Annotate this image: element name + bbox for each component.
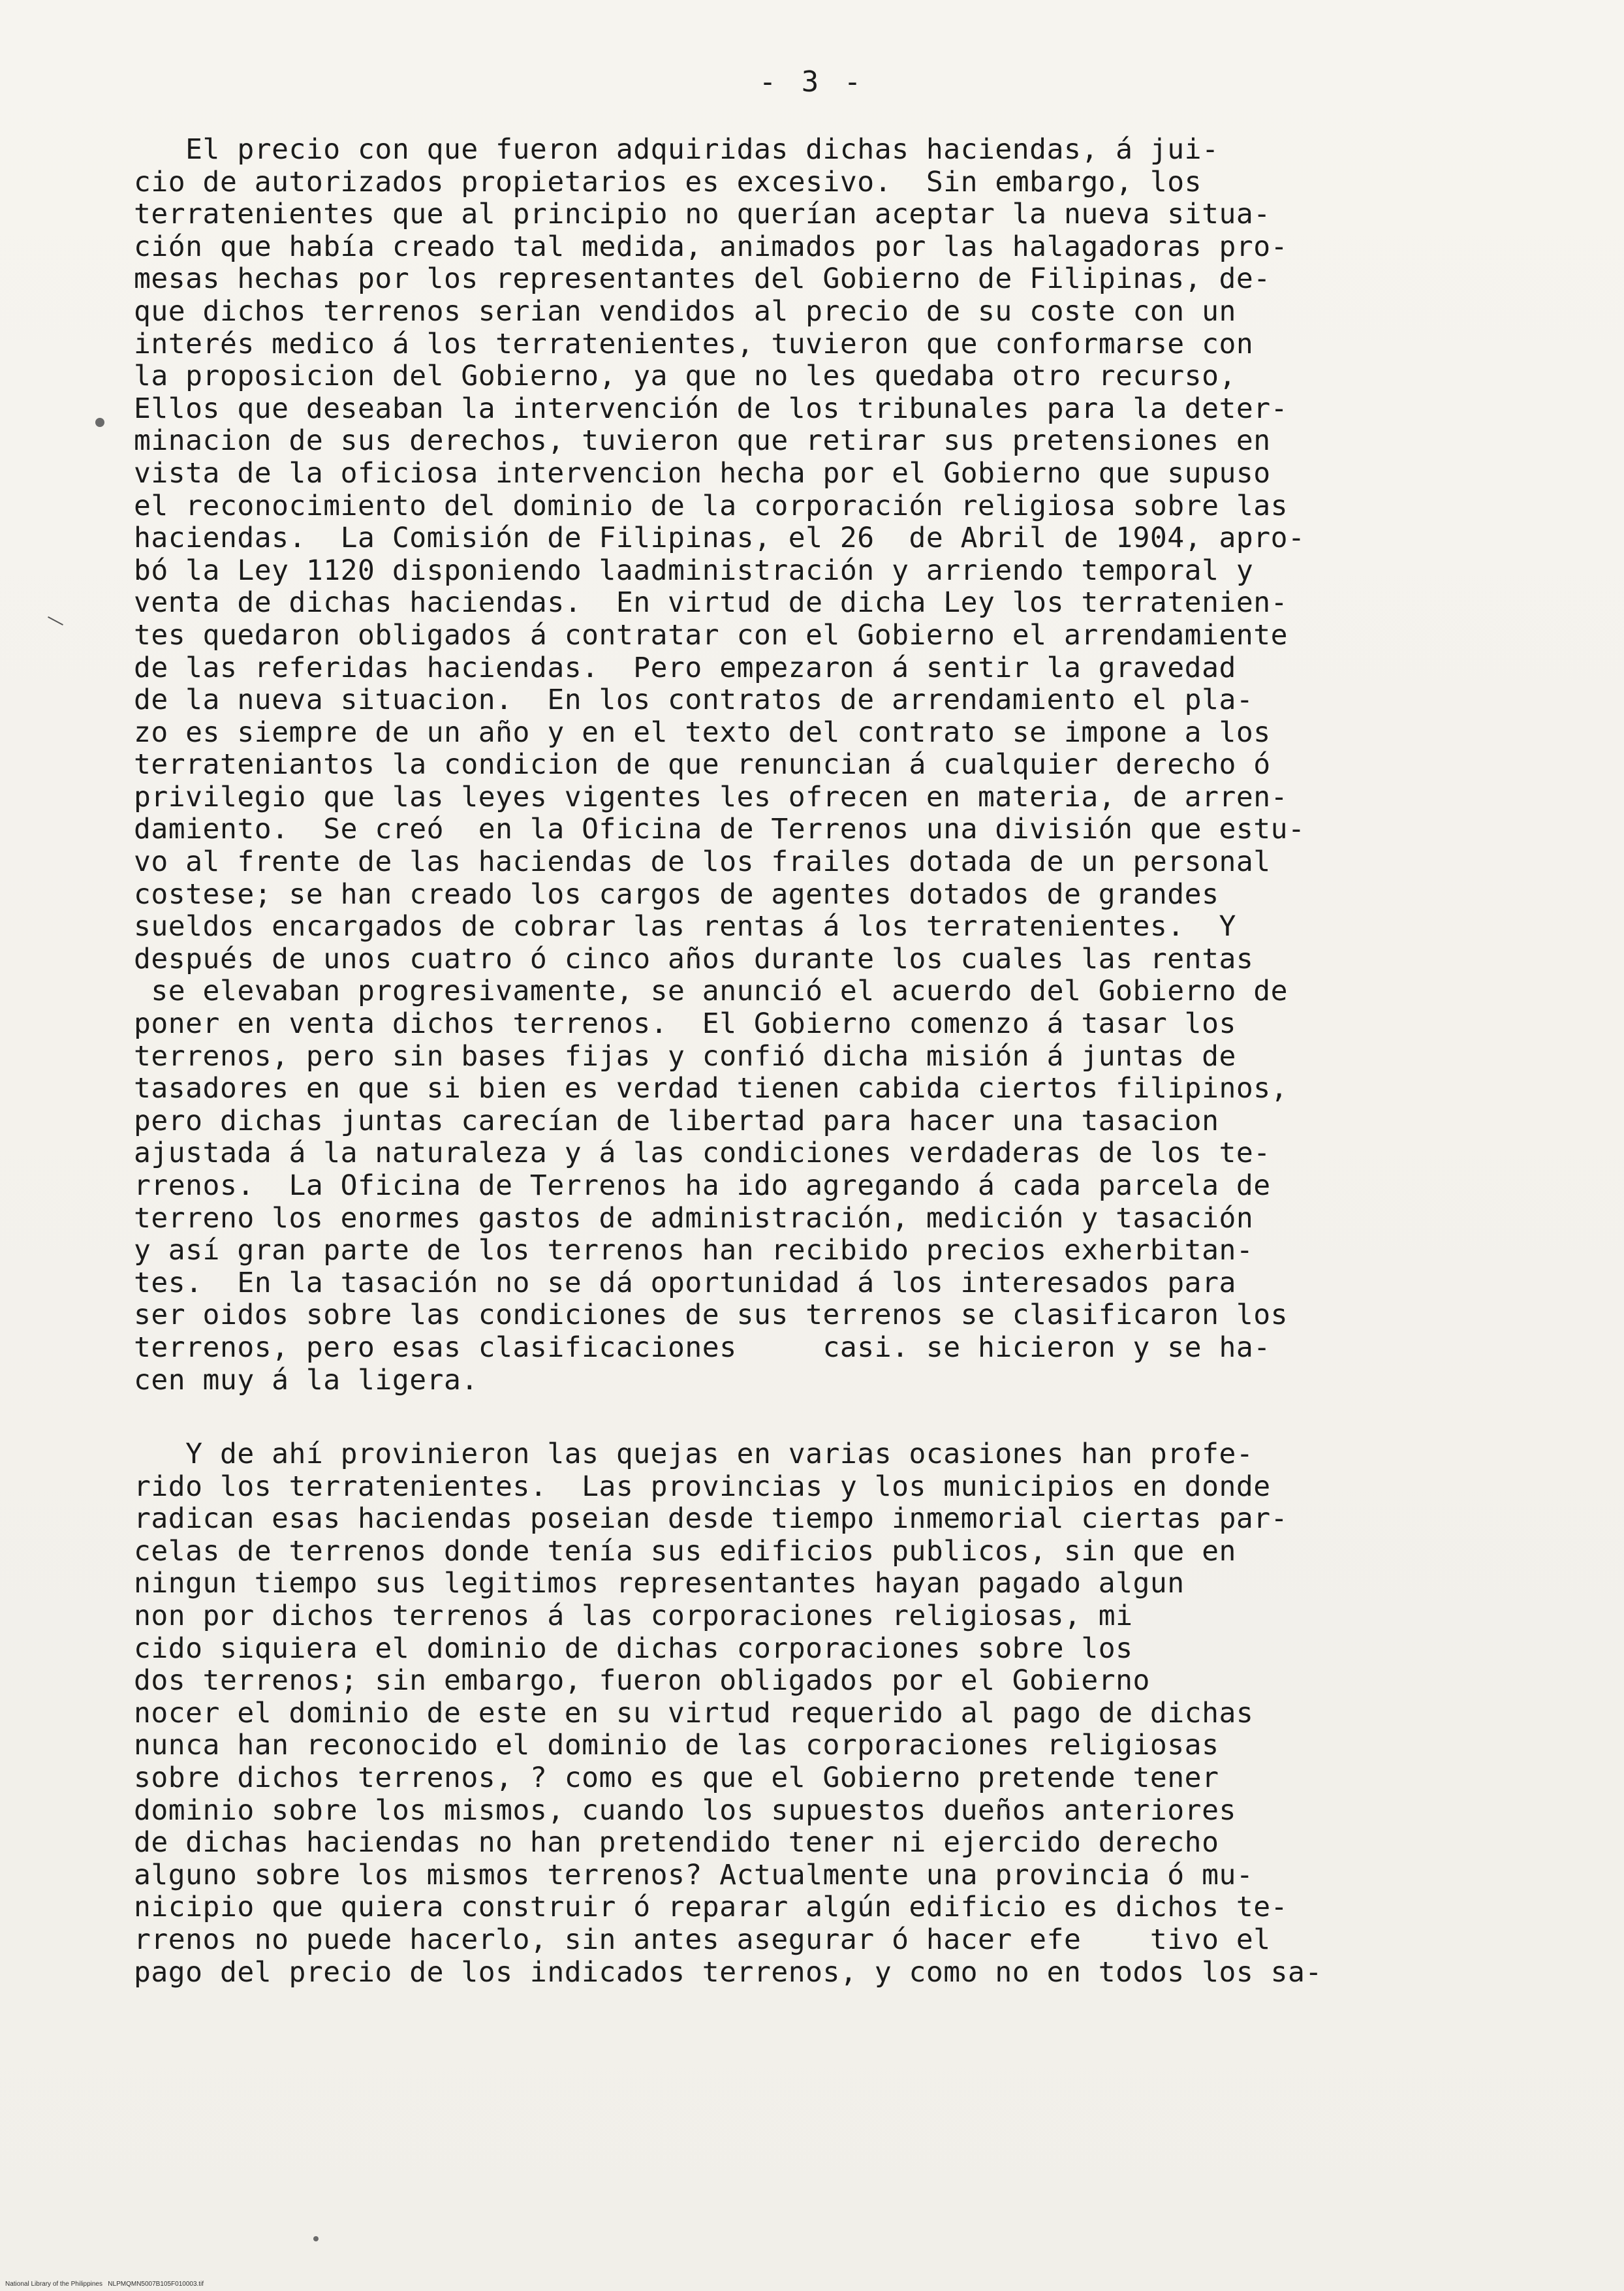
paragraph-1 — [134, 134, 1531, 1397]
text-line: terratenientes que al principio no querían aceptar la nueva situa- — [134, 198, 1271, 231]
text-line: nunca han reconocido el dominio de las corporaciones religiosas — [134, 1729, 1219, 1762]
text-line: rido los terratenientes. Las provincias y los municipios en donde — [134, 1470, 1271, 1503]
text-line: tasadores en que si bien es verdad tienen cabida ciertos filipinos, — [134, 1072, 1288, 1105]
text-line: terrateniantos la condicion de que renuncian á cualquier derecho ó — [134, 748, 1271, 782]
text-line: dominio sobre los mismos, cuando los supuestos dueños anteriores — [134, 1793, 1236, 1827]
text-line: pero dichas juntas carecían de libertad para hacer una tasacion — [134, 1104, 1219, 1137]
text-line: zo es siempre de un año y en el texto del contrato se impone a los — [134, 716, 1271, 749]
text-line: se elevaban progresivamente, se anunció el acuerdo del Gobierno de — [134, 975, 1288, 1008]
text-line: haciendas. La Comisión de Filipinas, el 26 de Abril de 1904, apro- — [134, 522, 1305, 555]
text-line: bó la Ley 1120 disponiendo laadministración y arriendo temporal y — [134, 554, 1254, 587]
text-line: nicipio que quiera construir ó reparar algún edificio es dichos te- — [134, 1891, 1288, 1924]
text-line: alguno sobre los mismos terrenos? Actualmente una provincia ó mu- — [134, 1858, 1254, 1891]
text-line: El precio con que fueron adquiridas dichas haciendas, á jui- — [134, 133, 1219, 166]
text-line: de la nueva situacion. En los contratos de arrendamiento el pla- — [134, 684, 1254, 717]
text-line: poner en venta dichos terrenos. El Gobierno comenzo á tasar los — [134, 1007, 1236, 1041]
text-line: celas de terrenos donde tenía sus edificios publicos, sin que en — [134, 1534, 1236, 1568]
text-line: minacion de sus derechos, tuvieron que retirar sus pretensiones en — [134, 424, 1271, 458]
page-number: - 3 - — [758, 65, 866, 99]
text-line: rrenos. La Oficina de Terrenos ha ido agregando á cada parcela de — [134, 1169, 1271, 1202]
text-line: terrenos, pero esas clasificaciones casi. se hicieron y se ha- — [134, 1331, 1271, 1364]
text-line: Y de ahí provinieron las quejas en varias ocasiones han profe- — [134, 1438, 1254, 1470]
text-line: pago del precio de los indicados terrenos, y como no en todos los sa- — [134, 1955, 1322, 1989]
text-line: Ellos que deseaban la intervención de los tribunales para la deter- — [134, 392, 1288, 425]
text-line: que dichos terrenos serian vendidos al precio de su coste con un — [134, 294, 1236, 328]
text-line: tes quedaron obligados á contratar con el Gobierno el arrendamiente — [134, 618, 1288, 652]
text-line: ajustada á la naturaleza y á las condiciones verdaderas de los te- — [134, 1137, 1271, 1170]
scan-speck — [313, 2236, 319, 2241]
text-line: terrenos, pero sin bases fijas y confió dicha misión á juntas de — [134, 1039, 1236, 1073]
text-line: sueldos encargados de cobrar las rentas á los terratenientes. Y — [134, 910, 1236, 943]
text-line: y así gran parte de los terrenos han recibido precios exherbitan- — [134, 1234, 1254, 1267]
text-line: cido siquiera el dominio de dichas corporaciones sobre los — [134, 1632, 1133, 1665]
text-line: terreno los enormes gastos de administración, medición y tasación — [134, 1201, 1254, 1235]
text-line: vo al frente de las haciendas de los frailes dotada de un personal — [134, 845, 1271, 879]
text-line: después de unos cuatro ó cinco años durante los cuales las rentas — [134, 942, 1254, 975]
text-line: interés medico á los terratenientes, tuvieron que conformarse con — [134, 327, 1254, 360]
paragraph-2 — [134, 1438, 1531, 1989]
text-line: ser oidos sobre las condiciones de sus terrenos se clasificaron los — [134, 1299, 1288, 1332]
text-line: costese; se han creado los cargos de agentes dotados de grandes — [134, 877, 1219, 911]
text-line: el reconocimiento del dominio de la corporación religiosa sobre las — [134, 489, 1288, 522]
scan-credit: National Library of the Philippines NLPMQMN5007B105F010003.tif — [5, 2281, 204, 2288]
text-line: non por dichos terrenos á las corporaciones religiosas, mi — [134, 1599, 1133, 1632]
text-line: radican esas haciendas poseian desde tiempo inmemorial ciertas par- — [134, 1502, 1288, 1536]
text-line: venta de dichas haciendas. En virtud de dicha Ley los terratenien- — [134, 586, 1288, 620]
text-line: de las referidas haciendas. Pero empezaron á sentir la gravedad — [134, 651, 1236, 684]
text-line: ción que había creado tal medida, animados por las halagadoras pro- — [134, 230, 1288, 263]
text-line: tes. En la tasación no se dá oportunidad á los interesados para — [134, 1266, 1236, 1299]
text-line: damiento. Se creó en la Oficina de Terrenos una división que estu- — [134, 813, 1305, 846]
text-line: rrenos no puede hacerlo, sin antes asegurar ó hacer efe tivo el — [134, 1923, 1271, 1956]
scan-mark — [48, 616, 63, 625]
text-line: dos terrenos; sin embargo, fueron obligados por el Gobierno — [134, 1664, 1150, 1698]
text-line: la proposicion del Gobierno, ya que no les quedaba otro recurso, — [134, 360, 1236, 393]
text-line: ningun tiempo sus legitimos representantes hayan pagado algun — [134, 1567, 1185, 1600]
text-line: cen muy á la ligera. — [134, 1363, 478, 1397]
text-line: mesas hechas por los representantes del Gobierno de Filipinas, de- — [134, 262, 1271, 296]
text-line: sobre dichos terrenos, ? como es que el Gobierno pretende tener — [134, 1761, 1219, 1794]
text-line: cio de autorizados propietarios es excesivo. Sin embargo, los — [134, 165, 1202, 198]
scan-speck — [95, 418, 104, 427]
text-line: vista de la oficiosa intervencion hecha por el Gobierno que supuso — [134, 456, 1271, 490]
text-line: privilegio que las leyes vigentes les ofrecen en materia, de arren- — [134, 780, 1288, 814]
text-line: nocer el dominio de este en su virtud requerido al pago de dichas — [134, 1696, 1254, 1730]
text-line: de dichas haciendas no han pretendido tener ni ejercido derecho — [134, 1826, 1219, 1859]
